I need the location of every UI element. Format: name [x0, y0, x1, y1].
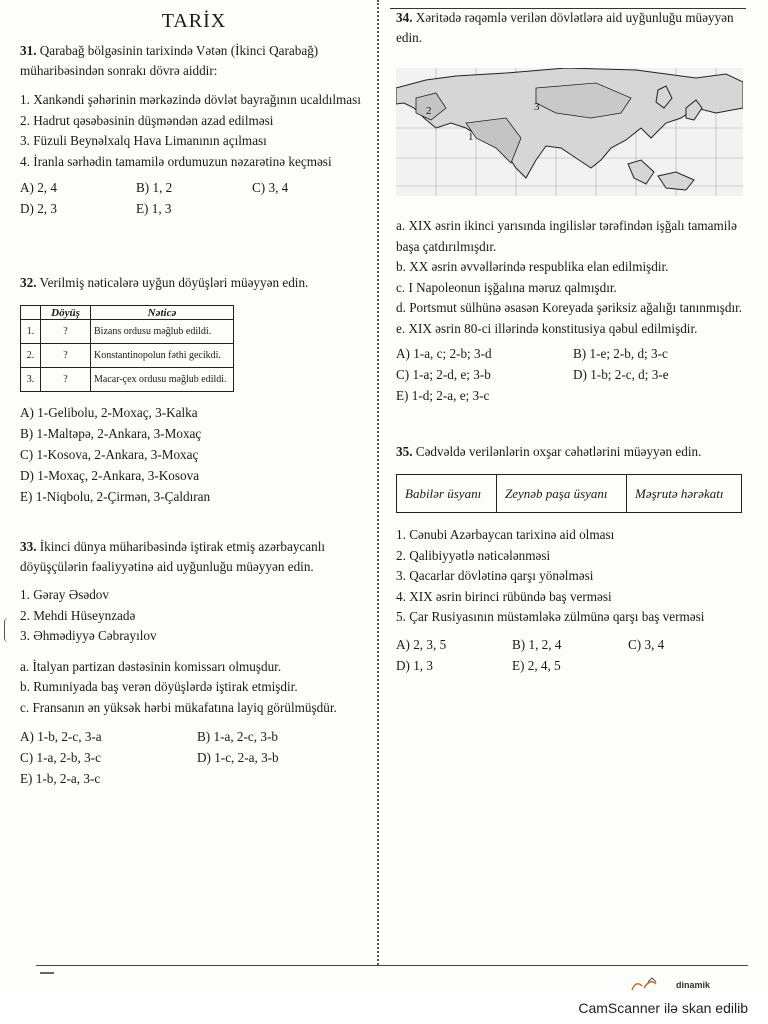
q33-people	[20, 585, 368, 647]
q35-text: Cədvəldə verilənlərin oxşar cəhətlərini müəyyən edin.	[415, 444, 702, 459]
list-item: d. Portsmut sülhünə əsasən Koreyada şəriksiz ağalığı tanınmışdır.	[396, 300, 743, 315]
q31-options	[20, 177, 368, 219]
table-row: 1. ? Bizans ordusu məğlub edildi.	[21, 320, 234, 344]
list-item: 3. Əhmədiyyə Cəbrayılov	[20, 628, 157, 643]
q33-facts	[20, 657, 368, 719]
answer-option[interactable]: B) 1-Maltəpə, 2-Ankara, 3-Moxaç	[20, 426, 202, 441]
q35-options	[396, 634, 746, 676]
list-item: 3. Qacarlar dövlətinə qarşı yönəlməsi	[396, 568, 594, 583]
answer-option[interactable]: A) 2, 4	[20, 180, 57, 195]
answer-option[interactable]: D) 2, 3	[20, 201, 57, 216]
q34-facts	[396, 216, 746, 339]
list-item: 4. XIX əsrin birinci rübündə baş verməsi	[396, 588, 612, 604]
answer-option[interactable]: E) 1-Niqbolu, 2-Çirmən, 3-Çaldıran	[20, 489, 211, 504]
question-35	[396, 442, 746, 676]
subject-title: TARİX	[161, 10, 227, 32]
answer-option[interactable]: C) 3, 4	[628, 636, 665, 652]
answer-option[interactable]: E) 1-b, 2-a, 3-c	[20, 771, 101, 786]
right-column	[396, 8, 746, 676]
list-item: 2. Mehdi Hüseynzadə	[20, 607, 136, 623]
asia-map	[396, 68, 743, 196]
list-item: 1. Xankəndi şəhərinin mərkəzində dövlət bayrağının ucaldılması	[20, 92, 361, 107]
table-row: 2. ? Konstantinopolun fəthi gecikdi.	[21, 344, 234, 368]
list-item: b. XX əsrin əvvəllərində respublika elan edilmişdir.	[396, 259, 669, 274]
list-item: a. XIX əsrin ikinci yarısında ingilislər tərəfindən işğalı tamamilə başa çatdırılmışdır.	[396, 218, 737, 254]
map-label-2: 2	[426, 105, 432, 117]
list-item: 2. Hadrut qəsəbəsinin düşməndən azad edilməsi	[20, 112, 274, 128]
map-label-3: 3	[534, 101, 540, 113]
table-cell: Zeynəb paşa üsyanı	[497, 475, 627, 513]
answer-option[interactable]: C) 1-a, 2-b, 3-c	[20, 750, 101, 765]
list-item: b. Rumıniyada baş verən döyüşlərdə iştirak etmişdir.	[20, 679, 298, 694]
q32-text: Verilmiş nəticələrə uyğun döyüşləri müəyyən edin.	[39, 275, 309, 290]
answer-option[interactable]: B) 1, 2	[136, 180, 173, 195]
question-34	[396, 8, 746, 406]
table-header: Nəticə	[91, 306, 234, 320]
q31-text: Qarabağ bölgəsinin tarixində Vətən (İkinci Qarabağ) müharibəsindən sonrakı dövrə aiddir:	[20, 43, 319, 78]
answer-option[interactable]: A) 1-b, 2-c, 3-a	[20, 729, 102, 744]
bottom-mark	[40, 972, 54, 974]
answer-option[interactable]: E) 1-d; 2-a, e; 3-c	[396, 388, 490, 403]
list-item: 4. İranla sərhədin tamamilə ordumuzun nəzarətinə keçməsi	[20, 153, 332, 169]
q34-number: 34.	[396, 10, 413, 25]
q33-number: 33.	[20, 539, 37, 554]
answer-option[interactable]: B) 1, 2, 4	[512, 636, 562, 652]
q35-items	[396, 525, 746, 628]
answer-option[interactable]: A) 2, 3, 5	[396, 636, 447, 652]
q31-number: 31.	[20, 43, 37, 58]
table-row	[397, 475, 742, 513]
q33-options	[20, 726, 368, 789]
column-divider	[377, 0, 379, 965]
answer-option[interactable]: E) 2, 4, 5	[512, 657, 561, 673]
answer-option[interactable]: A) 1-a, c; 2-b; 3-d	[396, 346, 492, 361]
question-32	[20, 273, 368, 507]
margin-bracket	[4, 618, 10, 642]
question-33	[20, 537, 368, 789]
brand-name: dinamik	[676, 980, 711, 990]
bottom-rule	[36, 965, 748, 966]
answer-option[interactable]: D) 1, 3	[396, 657, 433, 673]
answer-option[interactable]: B) 1-a, 2-c, 3-b	[197, 729, 278, 744]
q32-options	[20, 402, 368, 507]
map-label-1: 1	[468, 131, 474, 143]
list-item: 5. Çar Rusiyasının müstəmləkə zülmünə qarşı baş verməsi	[396, 609, 705, 624]
q33-text: İkinci dünya müharibəsində iştirak etmiş azərbaycanlı döyüşçülərin fəaliyyətinə aid uyğunluğu müəyyən edin.	[20, 539, 326, 574]
q35-number: 35.	[396, 444, 413, 459]
scanner-watermark: CamScanner ilə skan edilib	[578, 1000, 748, 1016]
answer-option[interactable]: D) 1-c, 2-a, 3-b	[197, 750, 279, 765]
q32-table	[20, 305, 234, 392]
answer-option[interactable]: D) 1-Moxaç, 2-Ankara, 3-Kosova	[20, 468, 200, 483]
question-31	[20, 41, 368, 219]
list-item: a. İtalyan partizan dəstəsinin komissarı olmuşdur.	[20, 658, 282, 674]
list-item: e. XIX əsrin 80-ci illərində konstitusiya qəbul edilmişdir.	[396, 320, 698, 336]
table-row: 3. ? Macar-çex ordusu məğlub edildi.	[21, 368, 234, 392]
answer-option[interactable]: C) 1-a; 2-d, e; 3-b	[396, 367, 491, 382]
q31-items	[20, 90, 368, 172]
answer-option[interactable]: C) 3, 4	[252, 180, 289, 195]
q34-text: Xəritədə rəqəmlə verilən dövlətlərə aid uyğunluğu müəyyən edin.	[396, 10, 734, 45]
q32-number: 32.	[20, 275, 37, 290]
list-item: c. Fransanın ən yüksək hərbi mükafatına layiq görülmüşdür.	[20, 699, 337, 715]
map-image	[396, 68, 743, 196]
answer-option[interactable]: B) 1-e; 2-b, d; 3-c	[573, 346, 668, 361]
brand-logo-icon	[630, 976, 670, 996]
list-item: 3. Füzuli Beynəlxalq Hava Limanının açılması	[20, 133, 267, 148]
q35-table	[396, 474, 742, 513]
list-item: 1. Cənubi Azərbaycan tarixinə aid olması	[396, 527, 615, 542]
answer-option[interactable]: C) 1-Kosova, 2-Ankara, 3-Moxaç	[20, 447, 199, 462]
list-item: 2. Qalibiyyətlə nəticələnməsi	[396, 547, 551, 563]
q34-options	[396, 343, 746, 406]
list-item: 1. Gəray Əsədov	[20, 587, 109, 602]
left-column	[20, 10, 368, 789]
list-item: c. I Napoleonun işğalına məruz qalmışdır.	[396, 279, 617, 295]
answer-option[interactable]: D) 1-b; 2-c, d; 3-e	[573, 367, 669, 382]
table-cell: Məşrutə hərəkatı	[627, 475, 742, 513]
answer-option[interactable]: E) 1, 3	[136, 201, 172, 216]
answer-option[interactable]: A) 1-Gelibolu, 2-Moxaç, 3-Kalka	[20, 405, 198, 420]
table-cell: Babilər üsyanı	[397, 475, 497, 513]
table-header: Döyüş	[41, 306, 91, 320]
